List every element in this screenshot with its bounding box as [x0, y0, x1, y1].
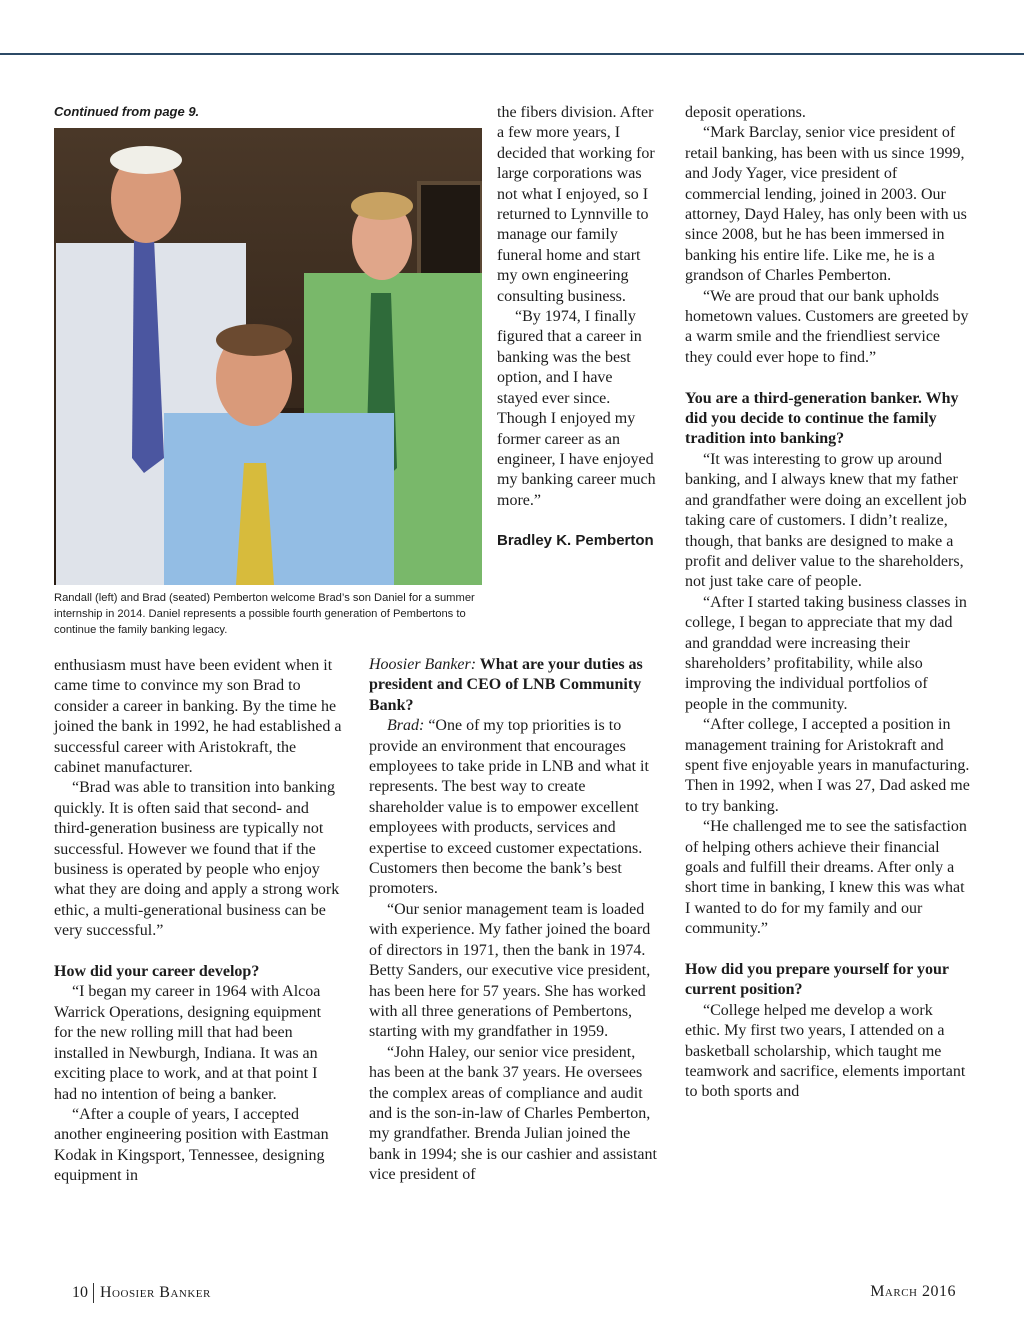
question-text: What are your duties as president and CEO of LNB Community Bank?: [369, 656, 643, 714]
paragraph: “It was interesting to grow up around banking, and I always knew that my father and grandfather were doing an excellent job taking care of customers. I didn’t realize, though, that banks are designed to make a profit and deliver value to the shareholders, not just take care of people.: [685, 450, 967, 591]
footer-left: [72, 1283, 211, 1303]
photo-caption: Randall (left) and Brad (seated) Pemberton welcome Brad’s son Daniel for a summer internship in 2014. Daniel represents a possible fourth generation of Pembertons to continue the family banking legacy.: [54, 592, 475, 636]
paragraph: “We are proud that our bank upholds hometown values. Customers are greeted by a warm smile and the friendliest service they could ever hope to find.”: [685, 287, 969, 366]
paragraph: “After I started taking business classes in college, I began to appreciate that my dad and granddad were increasing their shareholders’ profitability, while also improving the individual portfolios of people in the community.: [685, 593, 967, 713]
paragraph: “Brad was able to transition into banking quickly. It is often said that second- and third-generation business are typically not successful. However we found that if the business is operated by people who enjoy what they are doing and apply a strong work ethic, a multi-generational business can be very successful.”: [54, 779, 340, 940]
paragraph: [369, 716, 659, 900]
issue-date: March 2016: [870, 1283, 956, 1300]
question-heading: [369, 655, 659, 716]
paragraph: “College helped me develop a work ethic. My first two years, I attended on a basketball scholarship, which taught me teamwork and sacrifice, elements important to both sports and: [685, 1001, 966, 1101]
paragraph: “After a couple of years, I accepted another engineering position with Eastman Kodak in Kingsport, Tennessee, designing equipment in: [54, 1105, 329, 1185]
answer-text: “One of my top priorities is to provide an environment that encourages employees to take pride in LNB and what it represents. The best way to create shareholder value is to empower excellent employees with products, services and expertise to exceed customer expectations. Customers then become the bank’s best promoters.: [369, 717, 649, 898]
question-heading: You are a third-generation banker. Why did you decide to continue the family tradition into banking?: [685, 389, 959, 448]
speaker-label: Brad:: [387, 717, 425, 735]
paragraph: the fibers division. After a few more years, I decided that working for large corporations was not what I enjoyed, so I returned to Lynnville to manage our family funeral home and start my own engineering consulting business.: [497, 104, 655, 305]
paragraph: deposit operations.: [685, 104, 806, 121]
column-middle-top: [497, 103, 657, 552]
question-heading: How did you prepare yourself for your current position?: [685, 961, 949, 999]
paragraph: “I began my career in 1964 with Alcoa Warrick Operations, designing equipment for the new rolling mill that had been installed in Newburgh, Indiana. It was an exciting place to work, and at that point I had no intention of being a banker.: [54, 983, 322, 1103]
paragraph: “John Haley, our senior vice president, has been at the bank 37 years. He oversees the complex areas of compliance and audit and is the son-in-law of Charles Pemberton, my grandfather. Brenda Julian joined the bank in 1994; she is our cashier and assistant vice president of: [369, 1043, 657, 1184]
footer-divider: [93, 1283, 94, 1303]
paragraph: enthusiasm must have been evident when it came time to convince my son Brad to consider a career in banking. By the time he joined the bank in 1992, he had established a successful career with Aristokraft, the cabinet manufacturer.: [54, 657, 342, 777]
question-heading: How did your career develop?: [54, 963, 260, 981]
paragraph: “Mark Barclay, senior vice president of retail banking, has been with us since 1999, and Jody Yager, vice president of commercial lending, joined in 2003. Our attorney, Dayd Haley, has only been with us since 2008, but he has been immersed in banking his entire life. Like me, he is a grandson of Charles Pemberton.: [685, 124, 967, 285]
header-rule: [0, 53, 1024, 55]
publication-title: Hoosier Banker: [100, 1284, 211, 1301]
column-middle: [369, 655, 659, 1186]
column-right: [685, 103, 970, 1103]
paragraph: “Our senior management team is loaded with experience. My father joined the board of directors in 1971, then the bank in 1974. Betty Sanders, our executive vice president, has been here for 57 years. She has worked with all three generations of Pembertons, starting with my grandfather in 1959.: [369, 900, 651, 1041]
continued-note: Continued from page 9.: [54, 104, 200, 119]
paragraph: “By 1974, I finally figured that a career in banking was the best option, and I have stayed ever since. Though I enjoyed my former career as an engineer, I have enjoyed my banking career much more.”: [497, 308, 656, 509]
paragraph: “After college, I accepted a position in management training for Aristokraft and spent five enjoyable years in manufacturing. Then in 1992, when I was 27, Dad asked me to try banking.: [685, 716, 970, 815]
publication-name: Hoosier Banker:: [369, 656, 477, 673]
section-heading-bradley: Bradley K. Pemberton: [497, 532, 654, 550]
paragraph: “He challenged me to see the satisfaction of helping others achieve their financial goals and fulfill their dreams. After only a short time in banking, I knew this was what I wanted to do for my family and our community.”: [685, 818, 967, 938]
page-number: 10: [72, 1284, 88, 1301]
column-left: [54, 656, 342, 1187]
photo-pemberton-family: [54, 128, 482, 585]
